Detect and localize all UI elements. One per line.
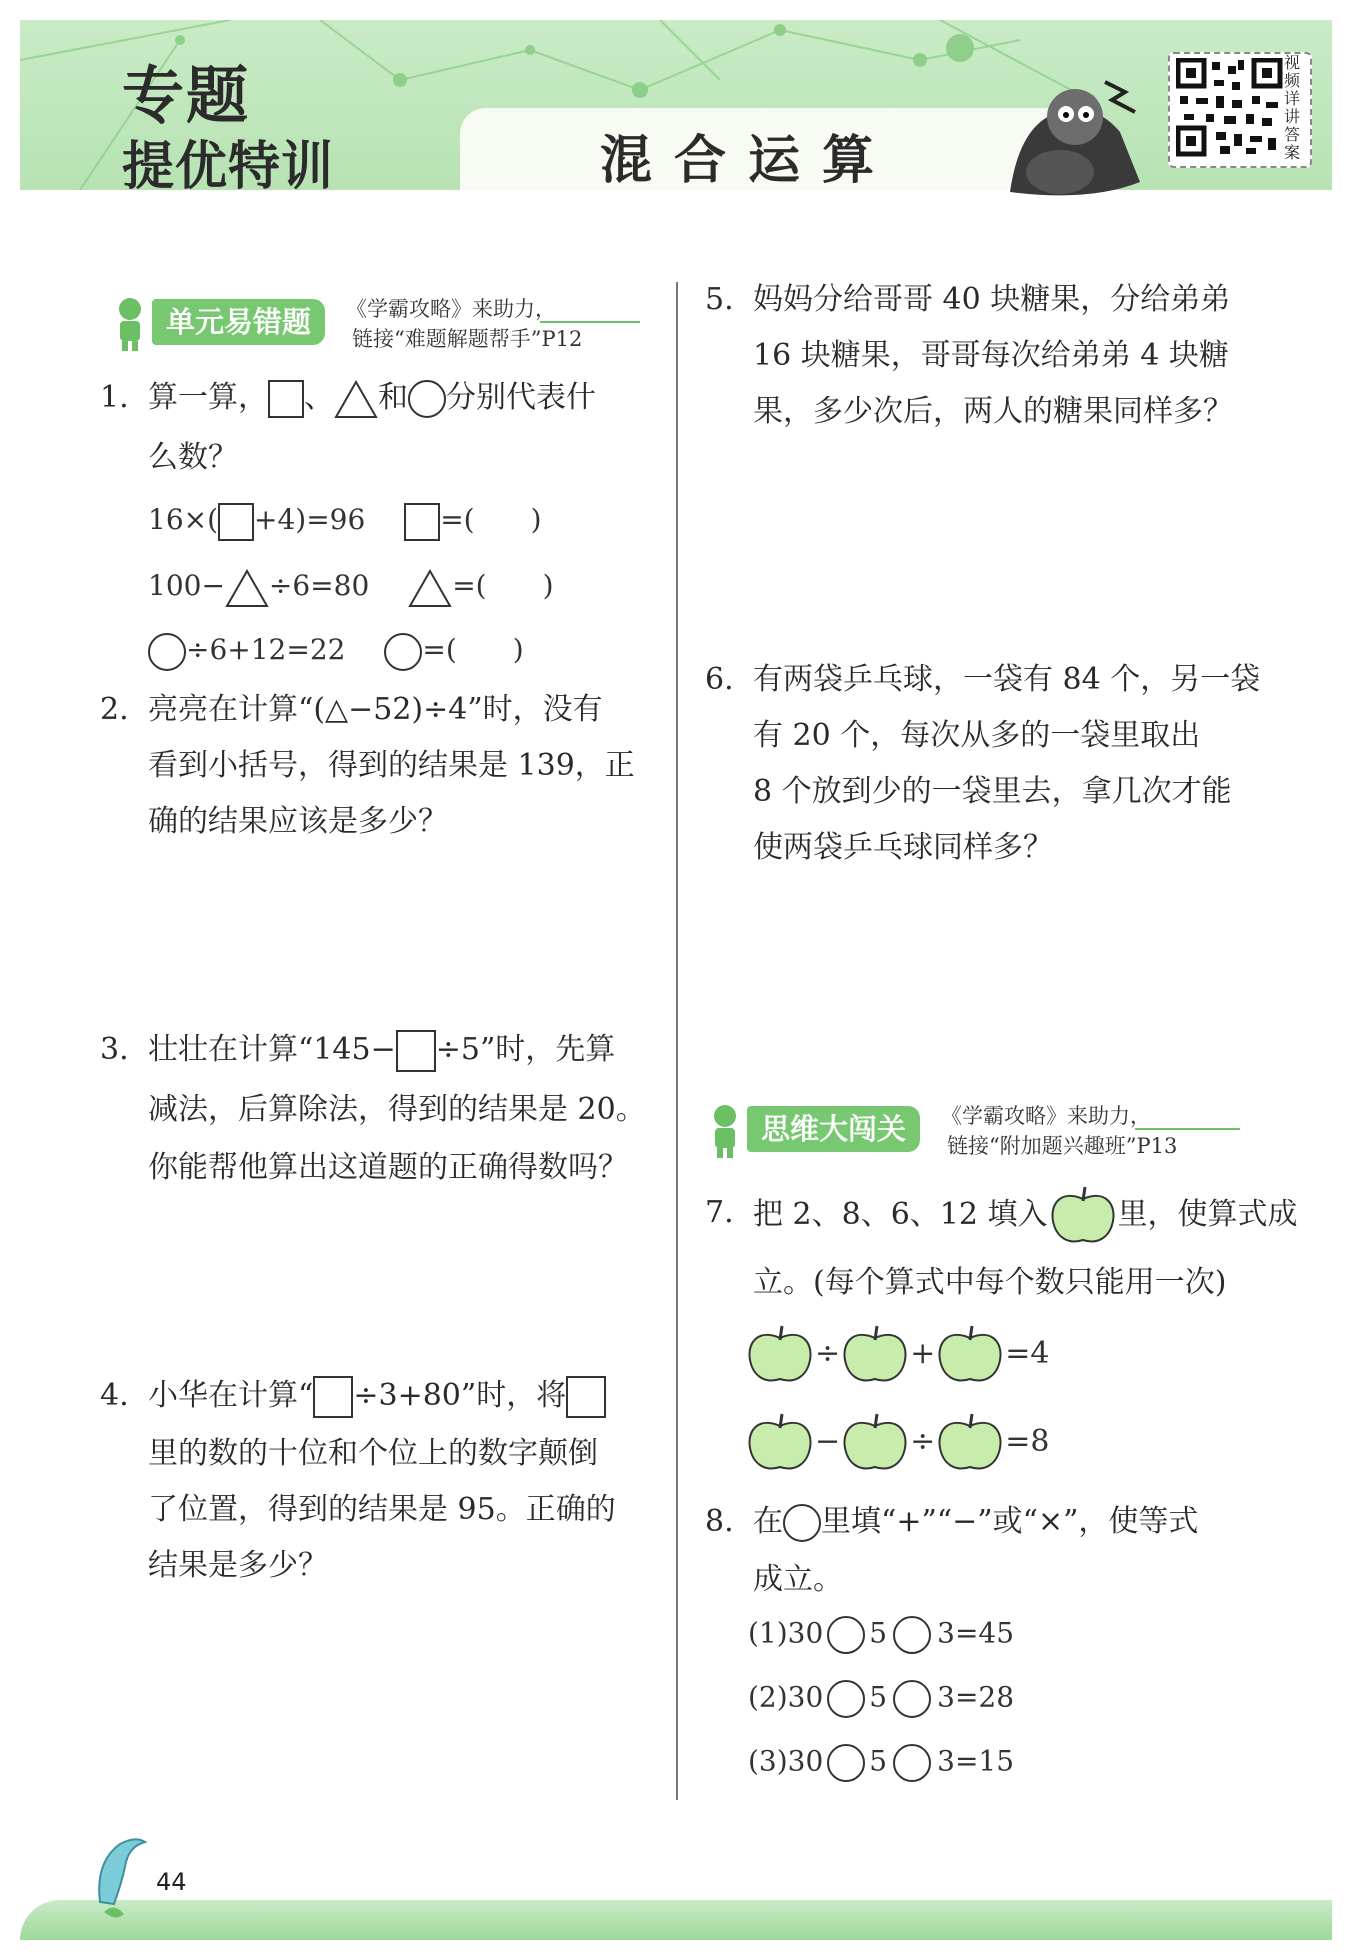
item-end: 3=15 — [937, 1744, 1015, 1778]
operator: + — [910, 1336, 936, 1371]
question-number: 8. — [705, 1504, 734, 1539]
q1-equation-2 — [148, 564, 554, 608]
q2-line-1: 亮亮在计算“(△−52)÷4”时，没有 — [148, 692, 603, 727]
answer-blank[interactable]: =( ) — [452, 569, 554, 602]
question-number: 7. — [705, 1195, 734, 1230]
kid-icon — [110, 293, 154, 353]
qr-code[interactable] — [1168, 52, 1312, 168]
q8-line-2: 成立。 — [753, 1562, 843, 1597]
square-shape — [268, 380, 304, 418]
question-number: 2. — [100, 692, 129, 727]
item-mid: 5 — [869, 1616, 888, 1650]
operator: ÷ — [815, 1336, 841, 1371]
circle-shape — [783, 1504, 821, 1542]
q3-text: 壮壮在计算“145− — [148, 1032, 396, 1067]
q5-line-2: 16 块糖果，哥哥每次给弟弟 4 块糖 — [753, 338, 1229, 373]
circle-blank[interactable] — [893, 1616, 931, 1654]
q1-text: 和 — [378, 380, 408, 415]
item-label: (2)30 — [748, 1680, 824, 1714]
q5-line-1: 妈妈分给哥哥 40 块糖果，分给弟弟 — [753, 282, 1231, 317]
q1-text: 、 — [304, 380, 334, 415]
q4-line-4: 结果是多少？ — [148, 1548, 328, 1583]
q4-text: 小华在计算“ — [148, 1378, 314, 1413]
section-note-line2: 链接“附加题兴趣班”P13 — [947, 1134, 1178, 1158]
apple-blank[interactable] — [840, 1412, 910, 1474]
eq-text: ÷6=80 — [268, 569, 370, 602]
section-bar-thinking — [705, 1100, 1250, 1160]
q7-equation-2 — [745, 1412, 1050, 1474]
section-badge: 单元易错题 — [152, 299, 325, 345]
question-1 — [100, 370, 660, 490]
circle-blank[interactable] — [827, 1680, 865, 1718]
section-bar-errors — [110, 293, 650, 353]
q6-line-2: 有 20 个，每次从多的一袋里取出 — [753, 718, 1201, 753]
q1-text: 算一算， — [148, 380, 268, 415]
question-number: 4. — [100, 1378, 129, 1413]
question-3 — [100, 1022, 660, 1192]
section-note-line2: 链接“难题解题帮手”P12 — [352, 327, 583, 351]
mascot-illustration — [1000, 62, 1150, 202]
question-5 — [705, 272, 1265, 442]
circle-blank[interactable] — [893, 1744, 931, 1782]
footer-band — [20, 1900, 1332, 1940]
q7-text: 里，使算式成 — [1117, 1197, 1298, 1232]
item-end: 3=45 — [937, 1616, 1015, 1650]
square-blank[interactable] — [313, 1376, 353, 1418]
q1-text: 么数？ — [148, 440, 238, 475]
q6-line-1: 有两袋乒乓球，一袋有 84 个，另一袋 — [753, 662, 1261, 697]
q4-text: ÷3+80”时，将 — [353, 1378, 567, 1413]
question-number: 1. — [100, 380, 129, 415]
q1-equation-1 — [148, 498, 542, 541]
circle-blank[interactable] — [893, 1680, 931, 1718]
eq-text: 100− — [148, 569, 225, 602]
circle-shape — [408, 380, 446, 418]
section-note-line1: 《学霸攻略》来助力， — [346, 297, 556, 321]
q3-line-3: 你能帮他算出这道题的正确得数吗？ — [148, 1150, 628, 1185]
section-badge: 思维大闯关 — [747, 1106, 920, 1152]
q1-text: 分别代表什 — [446, 380, 596, 415]
q4-line-3: 了位置，得到的结果是 95。正确的 — [148, 1492, 616, 1527]
eq-text: +4)=96 — [254, 503, 366, 536]
item-mid: 5 — [869, 1744, 888, 1778]
q8-text: 里填“+”“−”或“×”，使等式 — [821, 1504, 1199, 1539]
item-end: 3=28 — [937, 1680, 1015, 1714]
operator: − — [815, 1424, 841, 1459]
qr-caption: 视频详讲答案 — [1284, 53, 1301, 162]
circle-shape — [148, 633, 186, 671]
q2-line-2: 看到小括号，得到的结果是 139，正 — [148, 748, 635, 783]
dolphin-icon — [90, 1832, 150, 1922]
eq-text: 16×( — [148, 503, 219, 536]
topic-title: 混合运算 — [600, 131, 897, 191]
apple-icon — [1048, 1185, 1118, 1247]
apple-blank[interactable] — [840, 1324, 910, 1386]
q7-line-2: 立。(每个算式中每个数只能用一次) — [753, 1265, 1227, 1300]
q1-equation-3 — [148, 628, 524, 671]
q3-line-2: 减法，后算除法，得到的结果是 20。 — [148, 1092, 646, 1127]
square-blank[interactable] — [218, 503, 254, 541]
q3-text: ÷5”时，先算 — [435, 1032, 616, 1067]
page-number: 44 — [156, 1868, 187, 1896]
answer-blank[interactable]: =( ) — [440, 503, 542, 536]
circle-blank[interactable] — [827, 1744, 865, 1782]
q6-line-4: 使两袋乒乓球同样多？ — [753, 830, 1053, 865]
item-mid: 5 — [869, 1680, 888, 1714]
q5-line-3: 果，多少次后，两人的糖果同样多？ — [753, 394, 1233, 429]
answer-blank[interactable]: =( ) — [422, 633, 524, 666]
square-shape — [404, 503, 440, 541]
q6-line-3: 8 个放到少的一袋里去，拿几次才能 — [753, 774, 1232, 809]
question-number: 6. — [705, 662, 734, 697]
apple-blank[interactable] — [935, 1412, 1005, 1474]
item-label: (1)30 — [748, 1616, 824, 1650]
column-divider — [676, 282, 678, 1800]
triangle-shape — [334, 379, 378, 419]
kid-icon — [705, 1100, 749, 1160]
question-7 — [705, 1185, 1298, 1315]
q8-item-2 — [748, 1680, 1014, 1718]
circle-blank[interactable] — [827, 1616, 865, 1654]
eq-text: ÷6+12=22 — [186, 633, 346, 666]
q7-equation-1 — [745, 1324, 1050, 1386]
q8-item-1 — [748, 1616, 1014, 1654]
operator: ÷ — [910, 1424, 936, 1459]
q7-text: 把 2、8、6、12 填入 — [753, 1197, 1048, 1232]
result: =4 — [1005, 1336, 1050, 1371]
question-2 — [100, 682, 660, 852]
question-8 — [705, 1494, 1275, 1614]
header-title-line1: 专题 — [122, 59, 251, 132]
question-number: 3. — [100, 1032, 129, 1067]
qr-pattern — [1176, 58, 1284, 158]
square-blank[interactable] — [396, 1030, 436, 1072]
header-title-line2: 提优特训 — [122, 137, 335, 197]
item-label: (3)30 — [748, 1744, 824, 1778]
triangle-shape — [225, 568, 269, 608]
question-4 — [100, 1368, 660, 1598]
circle-shape — [384, 633, 422, 671]
section-note-line1: 《学霸攻略》来助力， — [941, 1104, 1151, 1128]
square-shape — [566, 1376, 606, 1418]
q2-line-3: 确的结果应该是多少？ — [148, 804, 448, 839]
q4-line-2: 里的数的十位和个位上的数字颠倒 — [148, 1436, 598, 1471]
q8-text: 在 — [753, 1504, 783, 1539]
question-6 — [705, 652, 1265, 882]
apple-blank[interactable] — [935, 1324, 1005, 1386]
apple-blank[interactable] — [745, 1324, 815, 1386]
apple-blank[interactable] — [745, 1412, 815, 1474]
question-number: 5. — [705, 282, 734, 317]
q8-item-3 — [748, 1744, 1014, 1782]
triangle-shape — [408, 568, 452, 608]
result: =8 — [1005, 1424, 1050, 1459]
